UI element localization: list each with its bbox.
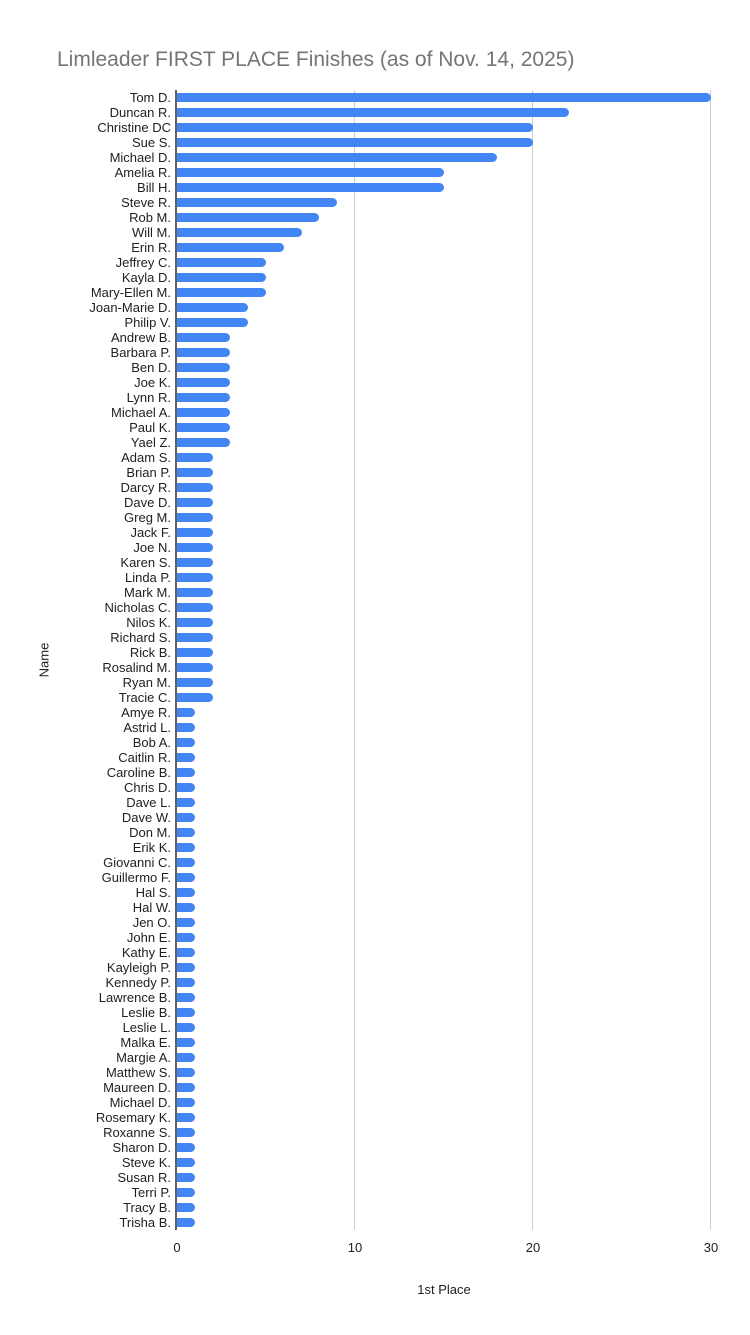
category-label: Tracy B. — [123, 1200, 171, 1215]
x-tick-label-0: 0 — [173, 1240, 181, 1255]
category-label: Barbara P. — [110, 345, 171, 360]
bar-steve-r — [177, 198, 337, 207]
bar-will-m — [177, 228, 302, 237]
bar-michael-a — [177, 408, 230, 417]
category-label: Lynn R. — [126, 390, 171, 405]
category-label: Steve R. — [121, 195, 171, 210]
bar-tracy-b — [177, 1203, 195, 1212]
category-label: Steve K. — [121, 1155, 171, 1170]
bar-sharon-d — [177, 1143, 195, 1152]
category-label: Astrid L. — [123, 720, 171, 735]
category-label: Sharon D. — [112, 1140, 171, 1155]
category-label: Linda P. — [124, 570, 171, 585]
bar-bob-a — [177, 738, 195, 747]
bar-bill-h — [177, 183, 444, 192]
bar-tom-d — [177, 93, 711, 102]
category-label: Philip V. — [124, 315, 171, 330]
category-label: Rosemary K. — [95, 1110, 171, 1125]
category-label: Michael D. — [109, 150, 171, 165]
category-label: Nicholas C. — [104, 600, 171, 615]
category-axis-labels — [0, 90, 171, 1230]
category-label: Kathy E. — [121, 945, 171, 960]
bar-dave-d — [177, 498, 213, 507]
category-label: Trisha B. — [119, 1215, 171, 1230]
bar-roxanne-s — [177, 1128, 195, 1137]
category-label: Greg M. — [124, 510, 171, 525]
bar-hal-s — [177, 888, 195, 897]
category-label: Sue S. — [131, 135, 171, 150]
bar-erik-k — [177, 843, 195, 852]
category-label: Hal S. — [135, 885, 171, 900]
category-label: Nilos K. — [126, 615, 171, 630]
category-label: Adam S. — [121, 450, 171, 465]
bar-joan-marie-d — [177, 303, 248, 312]
bar-philip-v — [177, 318, 248, 327]
category-label: Paul K. — [129, 420, 171, 435]
category-label: Malka E. — [120, 1035, 171, 1050]
category-label: Christine DC — [97, 120, 171, 135]
category-label: Caroline B. — [106, 765, 171, 780]
category-label: Richard S. — [110, 630, 171, 645]
category-label: Karen S. — [120, 555, 171, 570]
category-label: Tom D. — [129, 90, 171, 105]
bar-john-e — [177, 933, 195, 942]
category-label: Leslie L. — [122, 1020, 171, 1035]
category-label: Duncan R. — [109, 105, 171, 120]
category-label: Jen O. — [132, 915, 171, 930]
bar-joe-k — [177, 378, 230, 387]
bar-paul-k — [177, 423, 230, 432]
category-label: Jack F. — [130, 525, 171, 540]
category-label: Terri P. — [131, 1185, 171, 1200]
category-label: Bill H. — [137, 180, 171, 195]
bar-brian-p — [177, 468, 213, 477]
category-label: Margie A. — [116, 1050, 171, 1065]
category-label: Matthew S. — [105, 1065, 171, 1080]
bar-joe-n — [177, 543, 213, 552]
bar-nilos-k — [177, 618, 213, 627]
bar-don-m — [177, 828, 195, 837]
x-axis-tick-labels — [173, 1240, 719, 1256]
bar-rosemary-k — [177, 1113, 195, 1122]
bar-rob-m — [177, 213, 319, 222]
category-label: Hal W. — [132, 900, 171, 915]
category-label: Guillermo F. — [101, 870, 171, 885]
bar-mary-ellen-m — [177, 288, 266, 297]
category-label: Rosalind M. — [102, 660, 171, 675]
category-label: Joe N. — [133, 540, 171, 555]
bar-linda-p — [177, 573, 213, 582]
bar-chris-d — [177, 783, 195, 792]
bar-jack-f — [177, 528, 213, 537]
category-label: Chris D. — [124, 780, 171, 795]
category-label: Erin R. — [131, 240, 171, 255]
category-label: Brian P. — [126, 465, 171, 480]
gridline-x-30 — [710, 90, 711, 1230]
bar-leslie-b — [177, 1008, 195, 1017]
category-label: Joan-Marie D. — [89, 300, 171, 315]
bar-christine-dc — [177, 123, 533, 132]
bar-andrew-b — [177, 333, 230, 342]
category-label: Rick B. — [129, 645, 171, 660]
category-label: Kayla D. — [121, 270, 171, 285]
bar-kayla-d — [177, 273, 266, 282]
bar-michael-d — [177, 153, 497, 162]
category-label: Don M. — [129, 825, 171, 840]
bar-trisha-b — [177, 1218, 195, 1227]
bar-barbara-p — [177, 348, 230, 357]
bar-yael-z — [177, 438, 230, 447]
category-label: John E. — [126, 930, 171, 945]
bar-darcy-r — [177, 483, 213, 492]
category-label: Kennedy P. — [105, 975, 171, 990]
category-label: Caitlin R. — [118, 750, 171, 765]
y-axis-title: Name — [36, 642, 52, 678]
bar-leslie-l — [177, 1023, 195, 1032]
bar-tracie-c — [177, 693, 213, 702]
bar-nicholas-c — [177, 603, 213, 612]
category-label: Yael Z. — [130, 435, 171, 450]
bar-ryan-m — [177, 678, 213, 687]
bar-jen-o — [177, 918, 195, 927]
x-tick-label-20: 20 — [525, 1240, 541, 1255]
category-label: Ben D. — [131, 360, 171, 375]
plot-area — [177, 90, 711, 1230]
bar-richard-s — [177, 633, 213, 642]
category-label: Amye R. — [121, 705, 171, 720]
bar-dave-w — [177, 813, 195, 822]
gridline-x-20 — [532, 90, 533, 1230]
category-label: Mark M. — [124, 585, 171, 600]
bar-kathy-e — [177, 948, 195, 957]
category-label: Kayleigh P. — [106, 960, 171, 975]
category-label: Michael A. — [111, 405, 171, 420]
x-tick-label-30: 30 — [703, 1240, 719, 1255]
bar-terri-p — [177, 1188, 195, 1197]
bar-mark-m — [177, 588, 213, 597]
bar-astrid-l — [177, 723, 195, 732]
bar-michael-d — [177, 1098, 195, 1107]
bar-sue-s — [177, 138, 533, 147]
category-label: Susan R. — [117, 1170, 171, 1185]
category-label: Michael D. — [109, 1095, 171, 1110]
bar-duncan-r — [177, 108, 569, 117]
bar-rosalind-m — [177, 663, 213, 672]
category-label: Dave W. — [121, 810, 171, 825]
chart-title: Limleader FIRST PLACE Finishes (as of Nov. 14, 2025) — [57, 48, 575, 71]
category-label: Andrew B. — [111, 330, 171, 345]
bar-caitlin-r — [177, 753, 195, 762]
x-axis-title: 1st Place — [417, 1282, 471, 1297]
bar-jeffrey-c — [177, 258, 266, 267]
category-label: Maureen D. — [103, 1080, 171, 1095]
category-label: Giovanni C. — [103, 855, 171, 870]
category-label: Lawrence B. — [98, 990, 171, 1005]
bar-matthew-s — [177, 1068, 195, 1077]
bar-steve-k — [177, 1158, 195, 1167]
category-label: Leslie B. — [121, 1005, 171, 1020]
bar-giovanni-c — [177, 858, 195, 867]
category-label: Erik K. — [132, 840, 171, 855]
category-label: Roxanne S. — [103, 1125, 171, 1140]
category-label: Rob M. — [129, 210, 171, 225]
bar-guillermo-f — [177, 873, 195, 882]
category-label: Amelia R. — [114, 165, 171, 180]
bar-ben-d — [177, 363, 230, 372]
bar-susan-r — [177, 1173, 195, 1182]
x-tick-label-10: 10 — [347, 1240, 363, 1255]
bar-adam-s — [177, 453, 213, 462]
category-label: Mary-Ellen M. — [90, 285, 171, 300]
category-label: Jeffrey C. — [115, 255, 171, 270]
bar-maureen-d — [177, 1083, 195, 1092]
bar-kayleigh-p — [177, 963, 195, 972]
category-label: Ryan M. — [122, 675, 171, 690]
bar-dave-l — [177, 798, 195, 807]
bar-greg-m — [177, 513, 213, 522]
category-label: Darcy R. — [120, 480, 171, 495]
bar-erin-r — [177, 243, 284, 252]
category-label: Bob A. — [132, 735, 171, 750]
bar-lynn-r — [177, 393, 230, 402]
category-label: Dave D. — [124, 495, 171, 510]
bar-amelia-r — [177, 168, 444, 177]
bar-amye-r — [177, 708, 195, 717]
bar-kennedy-p — [177, 978, 195, 987]
bar-margie-a — [177, 1053, 195, 1062]
category-label: Joe K. — [134, 375, 171, 390]
bar-karen-s — [177, 558, 213, 567]
category-label: Dave L. — [126, 795, 171, 810]
category-label: Will M. — [132, 225, 171, 240]
bar-caroline-b — [177, 768, 195, 777]
gridline-x-10 — [354, 90, 355, 1230]
category-label: Tracie C. — [118, 690, 171, 705]
bar-lawrence-b — [177, 993, 195, 1002]
bar-rick-b — [177, 648, 213, 657]
bar-malka-e — [177, 1038, 195, 1047]
bar-hal-w — [177, 903, 195, 912]
